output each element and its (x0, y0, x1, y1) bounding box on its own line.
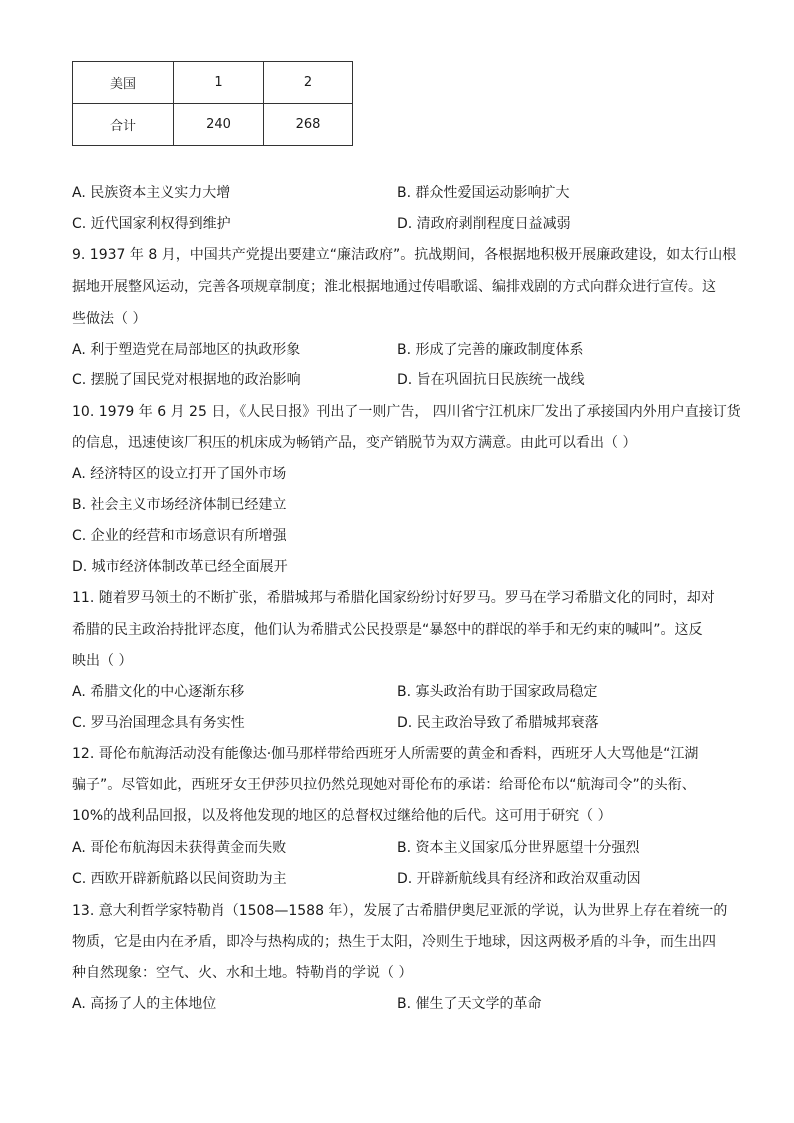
q12-stem-line-2: 骗子”。尽管如此，西班牙女王伊莎贝拉仍然兑现她对哥伦布的承诺：给哥伦布以“航海司令”的头衔、 (72, 777, 696, 793)
q9-option-c: C. 摆脱了国民党对根据地的政治影响 (72, 372, 301, 388)
table-cell: 268 (264, 104, 353, 146)
q10-option-c: C. 企业的经营和市场意识有所增强 (72, 528, 287, 544)
q12-option-b: B. 资本主义国家瓜分世界愿望十分强烈 (397, 840, 640, 856)
q8-option-c: C. 近代国家利权得到维护 (72, 216, 231, 232)
q13-stem-line-3: 种自然现象：空气、火、水和土地。特勒肖的学说（ ） (72, 965, 413, 981)
q12-stem-line-3: 10%的战利品回报，以及将他发现的地区的总督权过继给他的后代。这可用于研究（ ） (72, 808, 612, 824)
q11-stem-line-1: 11. 随着罗马领土的不断扩张，希腊城邦与希腊化国家纷纷讨好罗马。罗马在学习希腊文化的同时，却对 (72, 590, 715, 606)
table-cell: 1 (174, 62, 264, 104)
q13-stem-line-1: 13. 意大利哲学家特勒肖（1508—1588 年），发展了古希腊伊奥尼亚派的学说，认为世界上存在着统一的 (72, 903, 728, 919)
data-table (72, 61, 353, 146)
q9-option-a: A. 利于塑造党在局部地区的执政形象 (72, 342, 301, 358)
table-cell: 240 (174, 104, 264, 146)
q8-option-b: B. 群众性爱国运动影响扩大 (397, 185, 570, 201)
q13-option-b: B. 催生了天文学的革命 (397, 996, 542, 1012)
table-row (73, 62, 353, 104)
q10-option-d: D. 城市经济体制改革已经全面展开 (72, 559, 288, 575)
q12-stem-line-1: 12. 哥伦布航海活动没有能像达·伽马那样带给西班牙人所需要的黄金和香料，西班牙人大骂他是“江湖 (72, 746, 699, 762)
q11-stem-line-3: 映出（ ） (72, 653, 133, 669)
table-cell: 美国 (73, 62, 174, 104)
q10-stem-line-1: 10. 1979 年 6 月 25 日，《人民日报》刊出了一则广告， 四川省宁江机床厂发出了承接国内外用户直接订货 (72, 404, 741, 420)
q9-stem-line-3: 些做法（ ） (72, 311, 147, 327)
q9-stem-line-1: 9. 1937 年 8 月，中国共产党提出要建立“廉洁政府”。抗战期间，各根据地积极开展廉政建设，如太行山根 (72, 247, 737, 263)
table-row (73, 104, 353, 146)
q12-option-d: D. 开辟新航线具有经济和政治双重动因 (397, 871, 641, 887)
table-cell: 2 (264, 62, 353, 104)
q10-option-b: B. 社会主义市场经济体制已经建立 (72, 497, 287, 513)
q8-option-a: A. 民族资本主义实力大增 (72, 185, 231, 201)
table-cell: 合计 (73, 104, 174, 146)
q9-option-d: D. 旨在巩固抗日民族统一战线 (397, 372, 585, 388)
q10-option-a: A. 经济特区的设立打开了国外市场 (72, 466, 287, 482)
q8-option-d: D. 清政府剥削程度日益减弱 (397, 216, 571, 232)
q11-option-c: C. 罗马治国理念具有务实性 (72, 715, 245, 731)
q10-stem-line-2: 的信息，迅速使该厂积压的机床成为畅销产品，变产销脱节为双方满意。由此可以看出（ ） (72, 435, 637, 451)
q12-option-c: C. 西欧开辟新航路以民间资助为主 (72, 871, 287, 887)
q11-option-d: D. 民主政治导致了希腊城邦衰落 (397, 715, 599, 731)
q11-stem-line-2: 希腊的民主政治持批评态度，他们认为希腊式公民投票是“暴怒中的群氓的举手和无约束的喊叫”。这反 (72, 622, 703, 638)
q13-stem-line-2: 物质，它是由内在矛盾，即冷与热构成的；热生于太阳，冷则生于地球，因这两极矛盾的斗争，而生出四 (72, 934, 716, 950)
q11-option-a: A. 希腊文化的中心逐渐东移 (72, 684, 245, 700)
q11-option-b: B. 寡头政治有助于国家政局稳定 (397, 684, 598, 700)
q13-option-a: A. 高扬了人的主体地位 (72, 996, 217, 1012)
q9-option-b: B. 形成了完善的廉政制度体系 (397, 342, 584, 358)
q9-stem-line-2: 据地开展整风运动，完善各项规章制度；淮北根据地通过传唱歌谣、编排戏剧的方式向群众进行宣传。这 (72, 279, 716, 295)
q12-option-a: A. 哥伦布航海因未获得黄金而失败 (72, 840, 287, 856)
